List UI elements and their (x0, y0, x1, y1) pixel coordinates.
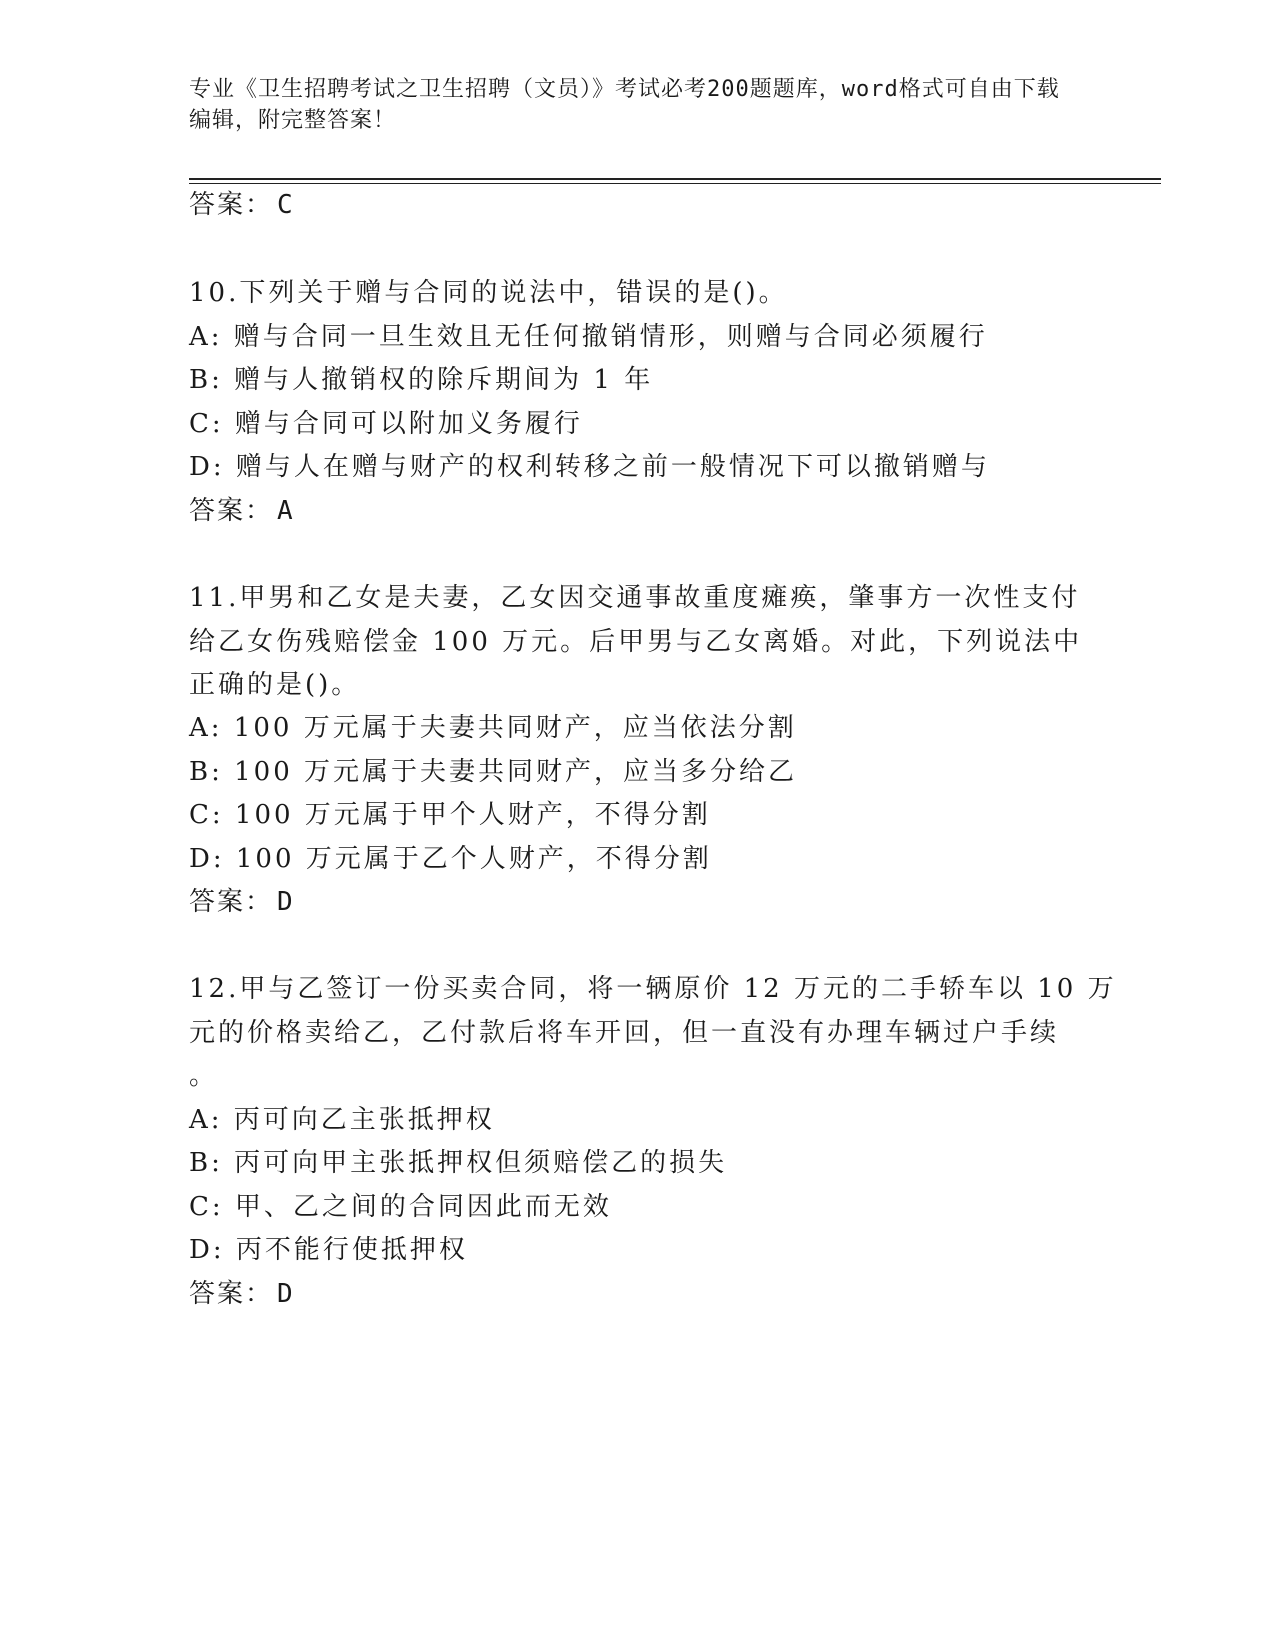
answer-line (189, 490, 295, 527)
option-a: A: 赠与合同一旦生效且无任何撤销情形，则赠与合同必须履行 (189, 322, 988, 352)
header-divider-thin (189, 183, 1161, 184)
option-d: D: 赠与人在赠与财产的权利转移之前一般情况下可以撤销赠与 (189, 452, 990, 482)
answer-line (189, 881, 295, 918)
document-header: 专业《卫生招聘考试之卫生招聘（文员）》考试必考200题题库，word格式可自由下载编辑，附完整答案！ (189, 77, 1060, 133)
answer-label: 答案： (189, 496, 274, 526)
option-b: B: 100 万元属于夫妻共同财产，应当多分给乙 (189, 757, 798, 787)
question-stem: 正确的是()。 (189, 670, 361, 700)
answer-label: 答案： (189, 1279, 274, 1309)
header-divider-thick (189, 178, 1161, 180)
answer-value: D (277, 1279, 295, 1309)
option-c: C: 赠与合同可以附加义务履行 (189, 409, 583, 439)
option-d: D: 100 万元属于乙个人财产，不得分割 (189, 844, 712, 874)
question-stem: 元的价格卖给乙，乙付款后将车开回，但一直没有办理车辆过户手续 (189, 1018, 1060, 1048)
option-d: D: 丙不能行使抵押权 (189, 1235, 468, 1265)
option-b: B: 丙可向甲主张抵押权但须赔偿乙的损失 (189, 1148, 728, 1178)
answer-label: 答案： (189, 190, 274, 220)
answer-line (189, 1273, 295, 1310)
option-c: C: 100 万元属于甲个人财产，不得分割 (189, 800, 711, 830)
answer-line (189, 184, 295, 221)
option-b: B: 赠与人撤销权的除斥期间为 1 年 (189, 365, 654, 395)
question-stem: 10.下列关于赠与合同的说法中，错误的是()。 (189, 278, 788, 308)
answer-value: D (277, 887, 295, 917)
option-a: A: 100 万元属于夫妻共同财产，应当依法分割 (189, 713, 797, 743)
answer-value: A (277, 496, 295, 526)
option-c: C: 甲、乙之间的合同因此而无效 (189, 1192, 612, 1222)
answer-value: C (277, 190, 295, 220)
question-stem: 12.甲与乙签订一份买卖合同，将一辆原价 12 万元的二手轿车以 10 万 (189, 974, 1117, 1004)
answer-label: 答案： (189, 887, 274, 917)
question-stem: 11.甲男和乙女是夫妻，乙女因交通事故重度瘫痪，肇事方一次性支付 (189, 583, 1081, 613)
option-a: A: 丙可向乙主张抵押权 (189, 1105, 495, 1135)
question-stem: 给乙女伤残赔偿金 100 万元。后甲男与乙女离婚。对此，下列说法中 (189, 627, 1083, 657)
question-stem: 。 (189, 1061, 219, 1091)
